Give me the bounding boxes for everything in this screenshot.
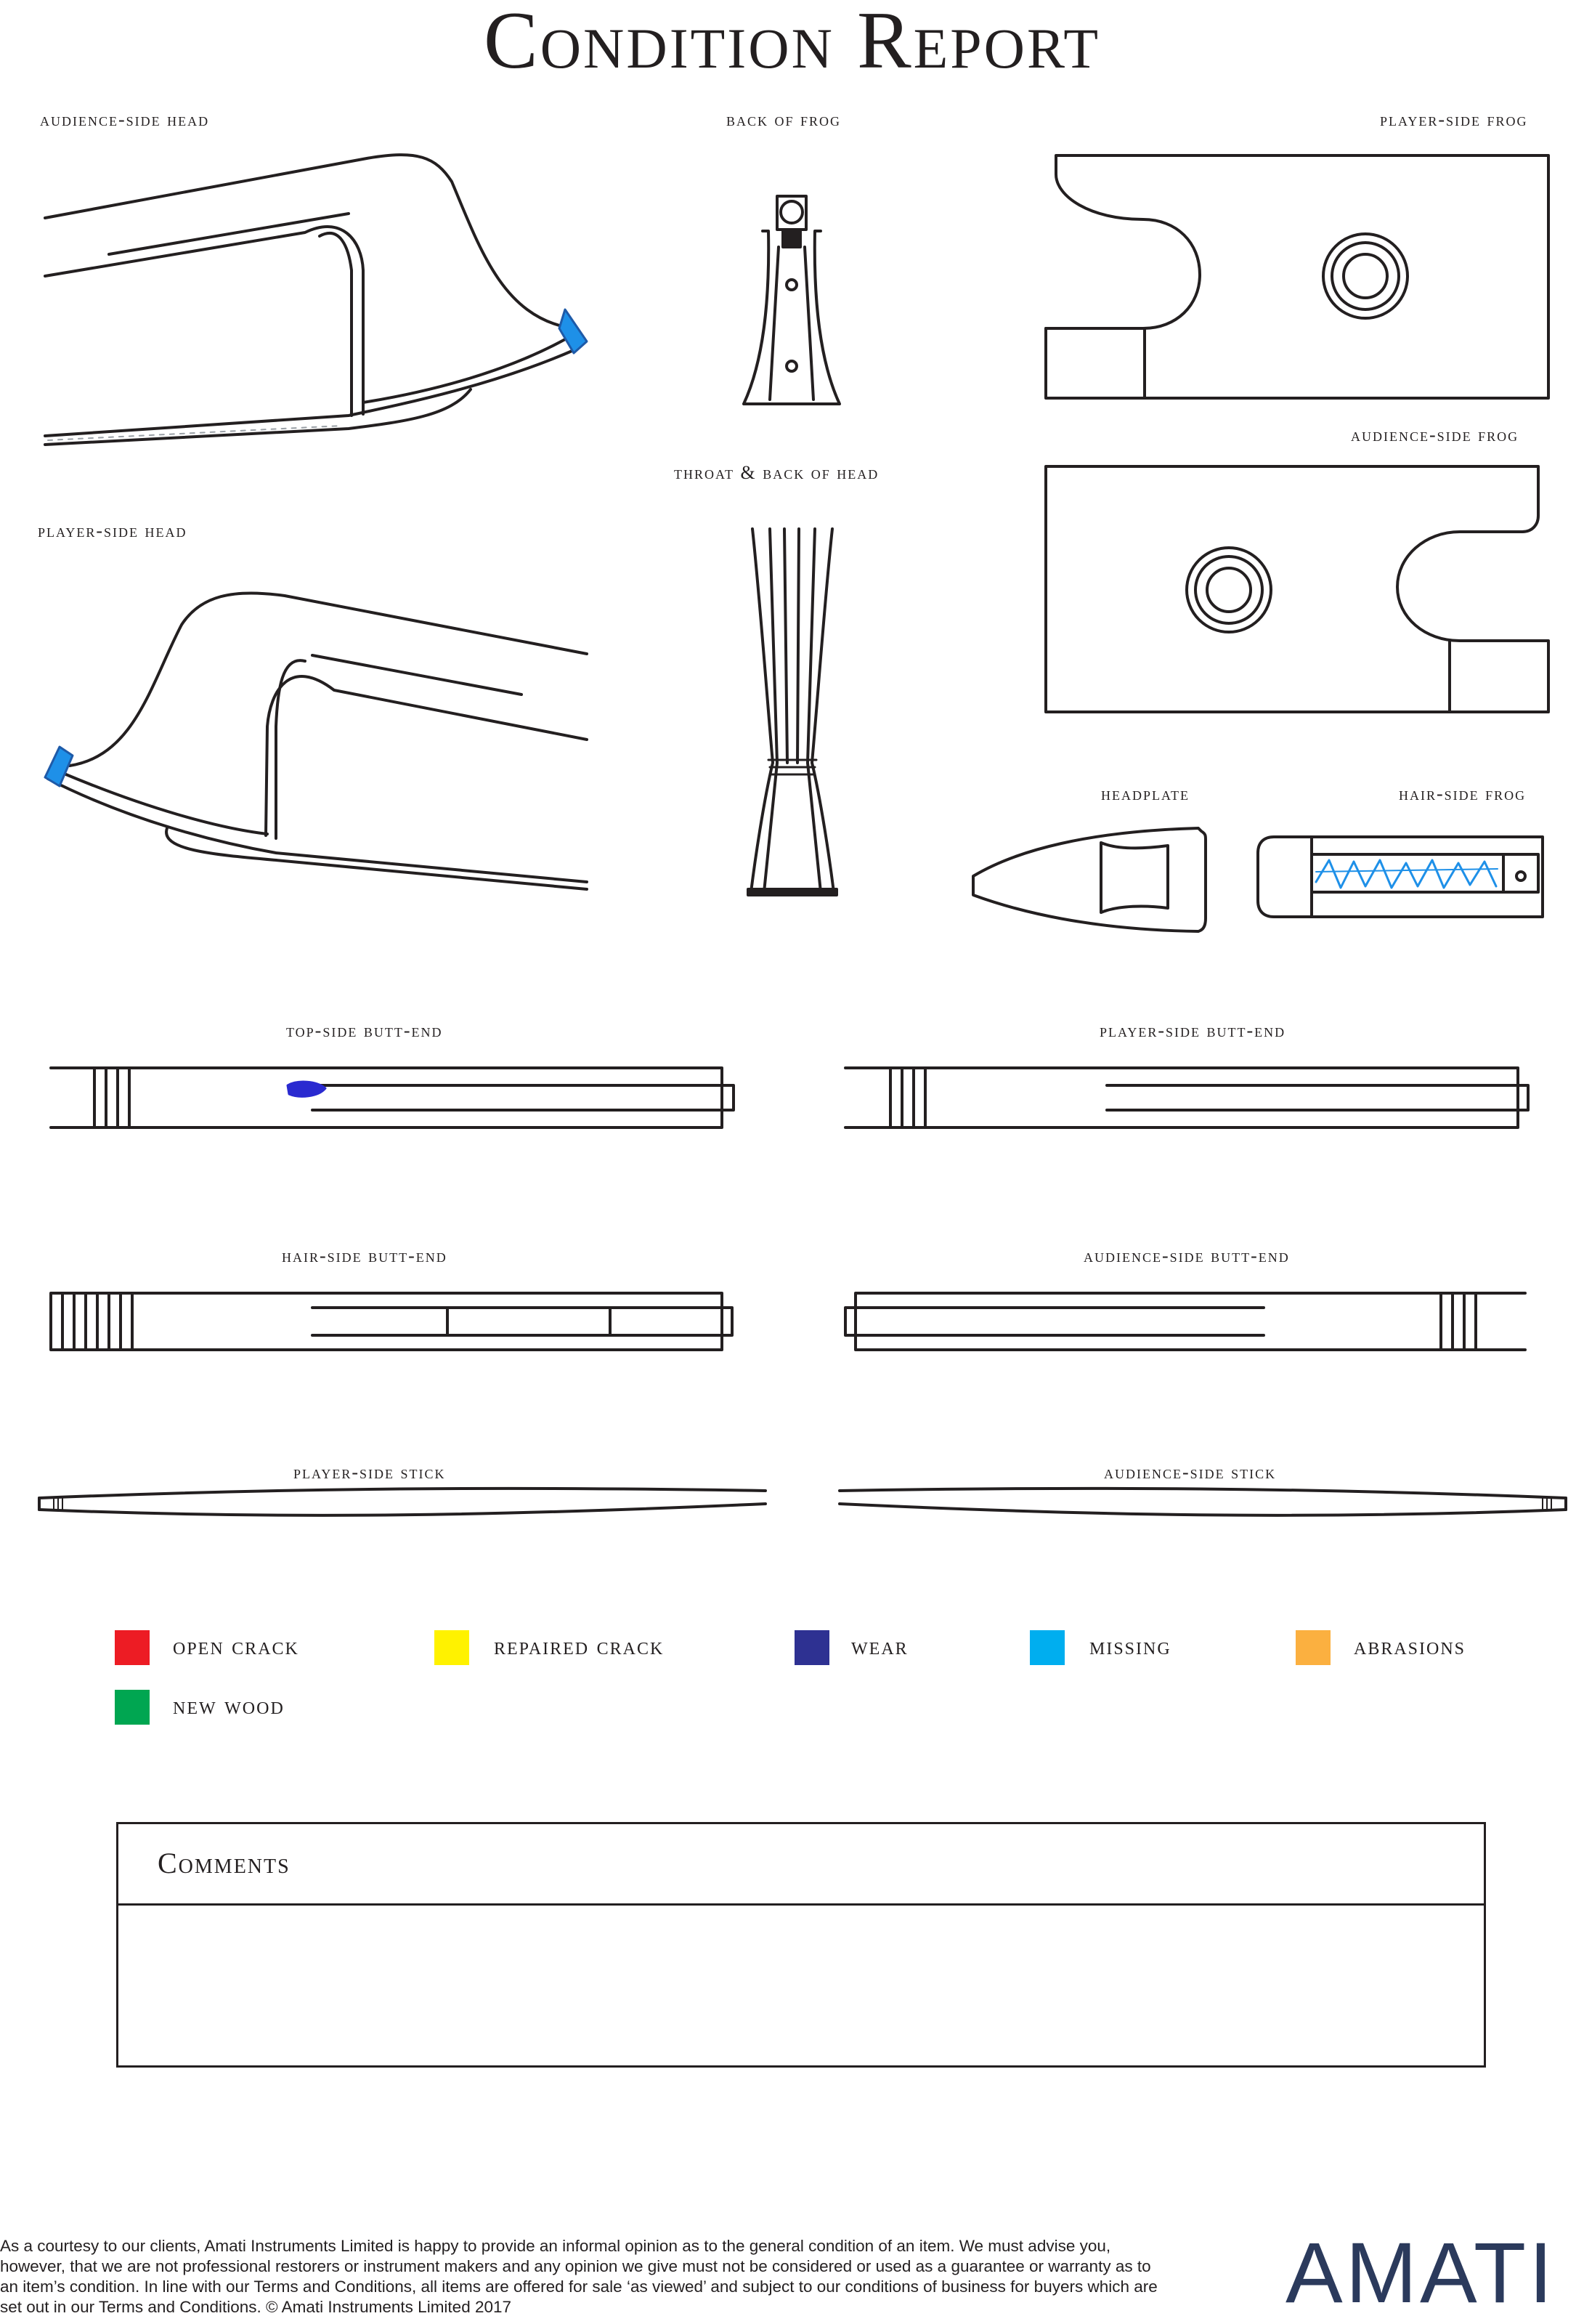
comments-header — [118, 1824, 1484, 1906]
legend-swatch — [795, 1630, 829, 1665]
disclaimer-text: As a courtesy to our clients, Amati Instruments Limited is happy to provide an informal opinion as to the general condition of an item. We must advise you, however, that we are not professional restorers or instrument makers and any opinion we give must not be considered or used as a guarantee or warranty as to an item’s condition. In line with our Terms and Conditions, all items are offered for sale ‘as viewed’ and subject to our conditions of business for buyers which are set out in our Terms and Conditions. © Amati Instruments Limited 2017 — [0, 2237, 1158, 2316]
label-audience-side-head: audience-side head — [40, 109, 210, 130]
back-of-frog-drawing[interactable] — [744, 196, 840, 404]
audience-side-head-drawing[interactable] — [45, 155, 587, 445]
label-throat-back-of-head: throat & back of head — [674, 462, 880, 483]
hair-side-frog-drawing[interactable] — [1258, 837, 1543, 917]
label-back-of-frog: back of frog — [726, 109, 842, 130]
legend-label: missing — [1089, 1633, 1171, 1660]
legend-swatch — [434, 1630, 469, 1665]
player-side-head-drawing[interactable] — [45, 593, 587, 889]
legend-label: open crack — [173, 1633, 299, 1660]
legend-label: new wood — [173, 1693, 285, 1720]
comments-text-area[interactable] — [133, 1914, 1469, 2055]
label-player-side-butt-end: player-side butt-end — [1100, 1020, 1286, 1041]
missing-mark — [559, 309, 587, 353]
legend-swatch — [1296, 1630, 1331, 1665]
audience-side-stick-drawing[interactable] — [840, 1489, 1566, 1515]
top-side-butt-end-drawing[interactable] — [51, 1068, 734, 1127]
throat-back-of-head-drawing[interactable] — [748, 529, 837, 895]
comments-title: Comments — [158, 1847, 291, 1879]
headplate-drawing[interactable] — [973, 828, 1206, 931]
label-player-side-head: player-side head — [38, 520, 187, 541]
missing-mark — [45, 747, 73, 786]
wear-mark — [288, 1082, 325, 1096]
label-player-side-stick: player-side stick — [293, 1462, 446, 1483]
comments-box — [116, 1822, 1486, 2068]
label-hair-side-butt-end: hair-side butt-end — [282, 1245, 447, 1266]
audience-side-butt-end-drawing[interactable] — [845, 1293, 1525, 1350]
legend-swatch — [1030, 1630, 1065, 1665]
label-top-side-butt-end: top-side butt-end — [286, 1020, 443, 1041]
page-title: Condition Report — [484, 0, 1100, 86]
audience-side-frog-drawing[interactable] — [1046, 466, 1548, 712]
label-headplate: headplate — [1101, 783, 1190, 804]
player-side-stick-drawing[interactable] — [39, 1489, 765, 1515]
player-side-frog-drawing[interactable] — [1046, 155, 1548, 398]
label-audience-side-butt-end: audience-side butt-end — [1084, 1245, 1290, 1266]
legend-label: abrasions — [1354, 1633, 1466, 1660]
hair-side-butt-end-drawing[interactable] — [51, 1293, 732, 1350]
label-player-side-frog: player-side frog — [1380, 109, 1528, 130]
label-audience-side-stick: audience-side stick — [1104, 1462, 1277, 1483]
legend-swatch — [115, 1690, 150, 1725]
legend-label: repaired crack — [494, 1633, 665, 1660]
label-audience-side-frog: audience-side frog — [1351, 424, 1519, 445]
player-side-butt-end-drawing[interactable] — [845, 1068, 1528, 1127]
amati-logo: AMATI — [1286, 2225, 1556, 2321]
label-hair-side-frog: hair-side frog — [1399, 783, 1527, 804]
missing-mark — [1316, 860, 1496, 888]
legend-swatch — [115, 1630, 150, 1665]
legend-label: wear — [851, 1633, 909, 1660]
